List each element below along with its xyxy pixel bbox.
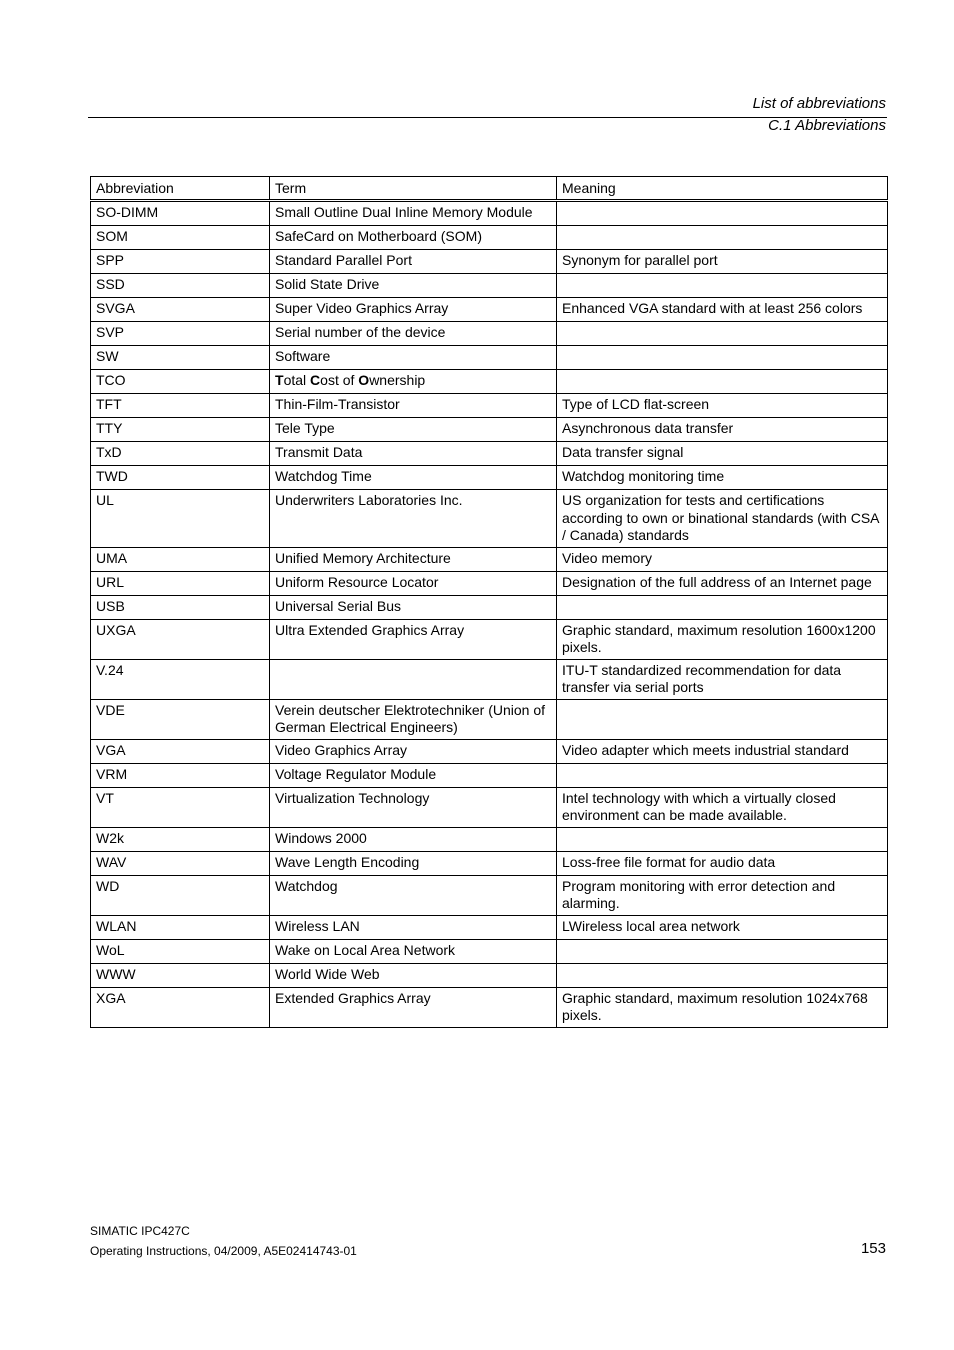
cell-abbreviation: URL [91,571,270,595]
cell-meaning [557,322,888,346]
cell-abbreviation: XGA [91,987,270,1027]
table-row [91,659,888,699]
table-row [91,298,888,322]
cell-term: Extended Graphics Array [270,987,557,1027]
table-row [91,915,888,939]
cell-meaning: ITU-T standardized recommendation for data transfer via serial ports [557,659,888,699]
cell-meaning: US organization for tests and certifications according to own or binational standards (with CSA / Canada) standards [557,490,888,548]
cell-meaning [557,827,888,851]
cell-term: Windows 2000 [270,827,557,851]
cell-meaning [557,963,888,987]
cell-abbreviation: VRM [91,763,270,787]
cell-meaning: Intel technology with which a virtually closed environment can be made available. [557,787,888,827]
cell-term: Solid State Drive [270,274,557,298]
table-row [91,226,888,250]
cell-term: Standard Parallel Port [270,250,557,274]
cell-term: Underwriters Laboratories Inc. [270,490,557,548]
cell-term: World Wide Web [270,963,557,987]
cell-term: Wake on Local Area Network [270,939,557,963]
table-row [91,490,888,548]
cell-abbreviation: V.24 [91,659,270,699]
cell-meaning [557,763,888,787]
cell-meaning: Watchdog monitoring time [557,466,888,490]
cell-term: Virtualization Technology [270,787,557,827]
cell-abbreviation: UXGA [91,619,270,659]
cell-abbreviation: UMA [91,547,270,571]
cell-abbreviation: SOM [91,226,270,250]
table-row [91,619,888,659]
cell-abbreviation: TxD [91,442,270,466]
cell-abbreviation: WLAN [91,915,270,939]
cell-meaning [557,939,888,963]
cell-abbreviation: SSD [91,274,270,298]
cell-term: Serial number of the device [270,322,557,346]
cell-abbreviation: TTY [91,418,270,442]
cell-term: Super Video Graphics Array [270,298,557,322]
table-row [91,763,888,787]
cell-term [270,659,557,699]
cell-term: Ultra Extended Graphics Array [270,619,557,659]
cell-term: Watchdog Time [270,466,557,490]
column-header-term: Term [270,177,557,201]
cell-term: Unified Memory Architecture [270,547,557,571]
cell-meaning: Video adapter which meets industrial standard [557,739,888,763]
cell-meaning [557,201,888,226]
cell-meaning [557,699,888,739]
table-row [91,987,888,1027]
cell-abbreviation: WWW [91,963,270,987]
table-row [91,201,888,226]
cell-term: Software [270,346,557,370]
table-row [91,346,888,370]
cell-meaning [557,346,888,370]
table-row [91,875,888,915]
cell-term: Thin-Film-Transistor [270,394,557,418]
cell-term: Verein deutscher Elektrotechniker (Union of German Electrical Engineers) [270,699,557,739]
cell-term: Wave Length Encoding [270,851,557,875]
table-row [91,963,888,987]
cell-abbreviation: VT [91,787,270,827]
cell-meaning [557,370,888,394]
cell-term: Video Graphics Array [270,739,557,763]
cell-term: Watchdog [270,875,557,915]
table-row [91,851,888,875]
header-divider [88,117,887,118]
cell-term: Voltage Regulator Module [270,763,557,787]
cell-abbreviation: WD [91,875,270,915]
cell-meaning: Video memory [557,547,888,571]
cell-meaning: Designation of the full address of an Internet page [557,571,888,595]
cell-abbreviation: VDE [91,699,270,739]
table-row [91,274,888,298]
cell-abbreviation: TFT [91,394,270,418]
cell-abbreviation: WoL [91,939,270,963]
cell-meaning [557,595,888,619]
table-header-row [91,177,888,201]
cell-meaning [557,274,888,298]
table-row [91,571,888,595]
cell-meaning: Synonym for parallel port [557,250,888,274]
table-row [91,442,888,466]
cell-term: Wireless LAN [270,915,557,939]
cell-abbreviation: SW [91,346,270,370]
cell-abbreviation: USB [91,595,270,619]
cell-abbreviation: W2k [91,827,270,851]
cell-abbreviation: SVP [91,322,270,346]
running-header-section: C.1 Abbreviations [768,117,886,134]
cell-abbreviation: TWD [91,466,270,490]
cell-meaning: Program monitoring with error detection and alarming. [557,875,888,915]
cell-term: Transmit Data [270,442,557,466]
cell-meaning: Graphic standard, maximum resolution 1600x1200 pixels. [557,619,888,659]
column-header-meaning: Meaning [557,177,888,201]
cell-meaning: Graphic standard, maximum resolution 1024x768 pixels. [557,987,888,1027]
cell-term: SafeCard on Motherboard (SOM) [270,226,557,250]
table-row [91,466,888,490]
table-row [91,595,888,619]
cell-abbreviation: WAV [91,851,270,875]
page-number: 153 [860,1240,886,1257]
cell-term: Uniform Resource Locator [270,571,557,595]
table-row [91,939,888,963]
cell-term: Small Outline Dual Inline Memory Module [270,201,557,226]
cell-abbreviation: SVGA [91,298,270,322]
cell-meaning [557,226,888,250]
cell-meaning: LWireless local area network [557,915,888,939]
column-header-abbreviation: Abbreviation [91,177,270,201]
cell-abbreviation: SO-DIMM [91,201,270,226]
table-row [91,699,888,739]
table-row [91,370,888,394]
table-row [91,394,888,418]
table-row [91,547,888,571]
cell-term: Tele Type [270,418,557,442]
cell-term: Universal Serial Bus [270,595,557,619]
table-row [91,418,888,442]
table-row [91,787,888,827]
footer-product: SIMATIC IPC427C [90,1224,190,1238]
cell-abbreviation: SPP [91,250,270,274]
abbreviations-table [90,176,888,1028]
cell-abbreviation: TCO [91,370,270,394]
table-row [91,322,888,346]
cell-term: Total Cost of Ownership [270,370,557,394]
table-row [91,250,888,274]
table-row [91,827,888,851]
cell-abbreviation: VGA [91,739,270,763]
cell-meaning: Data transfer signal [557,442,888,466]
cell-meaning: Loss-free file format for audio data [557,851,888,875]
cell-meaning: Enhanced VGA standard with at least 256 colors [557,298,888,322]
running-header-chapter: List of abbreviations [752,95,886,112]
footer-document-info: Operating Instructions, 04/2009, A5E02414743-01 [90,1244,357,1258]
table-row [91,739,888,763]
cell-meaning: Asynchronous data transfer [557,418,888,442]
cell-abbreviation: UL [91,490,270,548]
cell-meaning: Type of LCD flat-screen [557,394,888,418]
